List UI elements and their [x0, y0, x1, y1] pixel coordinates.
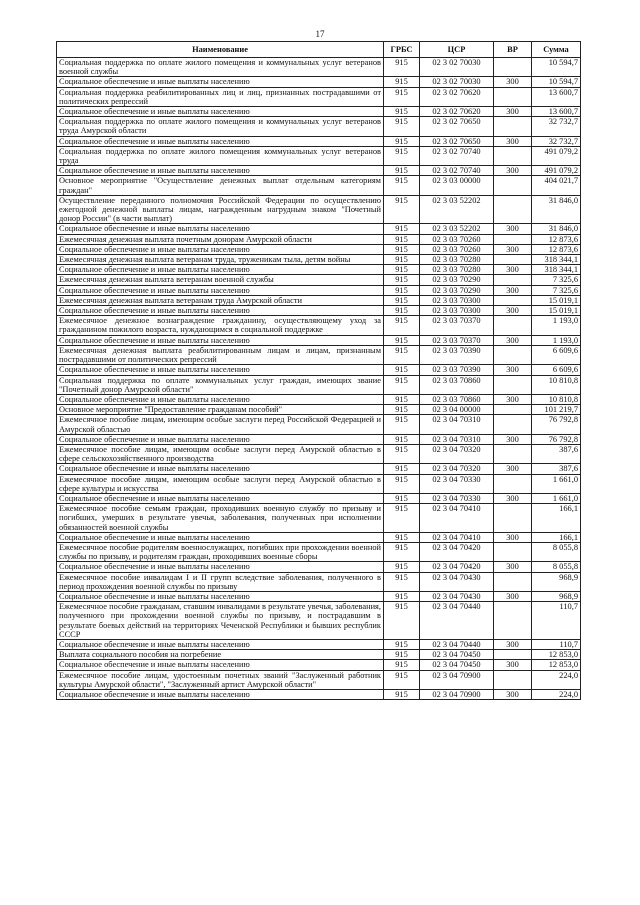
- cell-name: Социальное обеспечение и иные выплаты населению: [57, 265, 384, 275]
- cell-grbs: 915: [384, 176, 420, 195]
- cell-vr: [494, 542, 532, 561]
- cell-name: Ежемесячное пособие родителям военнослужащих, погибших при прохождении военной службы по призыву, и родителям граждан, проходивших военные сборы: [57, 542, 384, 561]
- cell-vr: [494, 146, 532, 165]
- cell-name: Социальная поддержка по оплате жилого помещения и коммунальных услуг ветеранов военной службы: [57, 58, 384, 77]
- cell-grbs: 915: [384, 444, 420, 463]
- cell-name: Ежемесячная денежная выплата ветеранам труда Амурской области: [57, 295, 384, 305]
- table-row: [57, 532, 581, 542]
- cell-sum: 224,0: [532, 670, 581, 689]
- cell-name: Выплата социального пособия на погребение: [57, 650, 384, 660]
- cell-name: Основное мероприятие "Предоставление гражданам пособий": [57, 405, 384, 415]
- table-row: [57, 117, 581, 136]
- cell-grbs: 915: [384, 602, 420, 640]
- cell-name: Социальное обеспечение и иные выплаты населению: [57, 224, 384, 234]
- cell-name: Ежемесячное пособие лицам, имеющим особые заслуги перед Амурской областью в сфере культуры и искусства: [57, 474, 384, 493]
- cell-sum: 224,0: [532, 690, 581, 700]
- cell-name: Ежемесячная денежная выплата ветеранам труда, труженикам тыла, детям войны: [57, 255, 384, 265]
- cell-csr: 02 3 03 52202: [420, 195, 494, 224]
- cell-name: Социальное обеспечение и иные выплаты населению: [57, 464, 384, 474]
- cell-grbs: 915: [384, 591, 420, 601]
- cell-sum: 76 792,8: [532, 415, 581, 434]
- cell-sum: 15 019,1: [532, 306, 581, 316]
- cell-csr: 02 3 03 70280: [420, 265, 494, 275]
- cell-grbs: 915: [384, 244, 420, 254]
- table-row: [57, 316, 581, 335]
- cell-name: Социальная поддержка реабилитированных лиц и лиц, признанных пострадавшими от политических репрессий: [57, 87, 384, 106]
- cell-csr: 02 3 02 70740: [420, 166, 494, 176]
- cell-vr: 300: [494, 285, 532, 295]
- cell-csr: 02 3 04 70900: [420, 670, 494, 689]
- cell-grbs: 915: [384, 316, 420, 335]
- table-row: [57, 58, 581, 77]
- cell-csr: 02 3 04 70330: [420, 474, 494, 493]
- cell-sum: 387,6: [532, 464, 581, 474]
- cell-grbs: 915: [384, 285, 420, 295]
- table-row: [57, 306, 581, 316]
- cell-name: Социальное обеспечение и иные выплаты населению: [57, 532, 384, 542]
- cell-grbs: 915: [384, 295, 420, 305]
- table-row: [57, 670, 581, 689]
- cell-sum: 968,9: [532, 591, 581, 601]
- cell-vr: 300: [494, 244, 532, 254]
- budget-table: [56, 41, 581, 700]
- cell-vr: 300: [494, 464, 532, 474]
- cell-sum: 1 661,0: [532, 493, 581, 503]
- cell-csr: 02 3 04 70420: [420, 562, 494, 572]
- cell-grbs: 915: [384, 58, 420, 77]
- cell-name: Социальная поддержка по оплате жилого помещения коммунальных услуг ветеранов труда: [57, 146, 384, 165]
- cell-grbs: 915: [384, 493, 420, 503]
- cell-name: Социальное обеспечение и иные выплаты населению: [57, 394, 384, 404]
- cell-name: Ежемесячное пособие лицам, удостоенным почетных званий "Заслуженный работник культуры Амурской области", "Заслуженный артист Амурской области": [57, 670, 384, 689]
- table-row: [57, 224, 581, 234]
- cell-sum: 12 853,0: [532, 650, 581, 660]
- cell-sum: 13 600,7: [532, 107, 581, 117]
- cell-vr: 300: [494, 690, 532, 700]
- cell-sum: 8 055,8: [532, 542, 581, 561]
- cell-csr: 02 3 02 70620: [420, 87, 494, 106]
- cell-name: Ежемесячное пособие гражданам, ставшим инвалидами в результате увечья, заболевания, полученного при прохождении военной службы по призыву, и пострадавшим в результате боевых действий на территориях Чеченской Республики и бывших республик СССР: [57, 602, 384, 640]
- cell-grbs: 915: [384, 415, 420, 434]
- header-csr: ЦСР: [420, 42, 494, 58]
- table-header-row: [57, 42, 581, 58]
- cell-grbs: 915: [384, 464, 420, 474]
- cell-grbs: 915: [384, 365, 420, 375]
- cell-vr: [494, 255, 532, 265]
- table-row: [57, 562, 581, 572]
- cell-vr: 300: [494, 265, 532, 275]
- cell-grbs: 915: [384, 234, 420, 244]
- cell-grbs: 915: [384, 166, 420, 176]
- table-row: [57, 639, 581, 649]
- cell-grbs: 915: [384, 345, 420, 364]
- table-row: [57, 146, 581, 165]
- cell-vr: [494, 117, 532, 136]
- cell-sum: 76 792,8: [532, 434, 581, 444]
- cell-vr: [494, 176, 532, 195]
- cell-csr: 02 3 02 70030: [420, 77, 494, 87]
- cell-name: Социальное обеспечение и иные выплаты населению: [57, 77, 384, 87]
- cell-csr: 02 3 03 70390: [420, 345, 494, 364]
- cell-grbs: 915: [384, 275, 420, 285]
- cell-name: Социальное обеспечение и иные выплаты населению: [57, 166, 384, 176]
- table-row: [57, 474, 581, 493]
- table-row: [57, 464, 581, 474]
- cell-vr: [494, 444, 532, 463]
- table-row: [57, 415, 581, 434]
- cell-sum: 1 661,0: [532, 474, 581, 493]
- table-row: [57, 394, 581, 404]
- cell-csr: 02 3 03 70260: [420, 244, 494, 254]
- cell-sum: 7 325,6: [532, 285, 581, 295]
- cell-vr: 300: [494, 107, 532, 117]
- cell-vr: 300: [494, 591, 532, 601]
- cell-csr: 02 3 03 70860: [420, 375, 494, 394]
- cell-csr: 02 3 02 70650: [420, 117, 494, 136]
- cell-sum: 15 019,1: [532, 295, 581, 305]
- cell-sum: 387,6: [532, 444, 581, 463]
- cell-sum: 7 325,6: [532, 275, 581, 285]
- table-row: [57, 195, 581, 224]
- cell-csr: 02 3 04 70410: [420, 504, 494, 533]
- table-row: [57, 107, 581, 117]
- table-row: [57, 650, 581, 660]
- cell-name: Социальное обеспечение и иные выплаты населению: [57, 690, 384, 700]
- header-sum: Сумма: [532, 42, 581, 58]
- page-number: 17: [315, 29, 325, 39]
- cell-name: Ежемесячное денежное вознаграждение гражданину, осуществляющему уход за гражданином пожилого возраста, нуждающимся в социальной поддержке: [57, 316, 384, 335]
- cell-vr: [494, 234, 532, 244]
- cell-grbs: 915: [384, 639, 420, 649]
- cell-csr: 02 3 04 70430: [420, 572, 494, 591]
- table-row: [57, 275, 581, 285]
- cell-csr: 02 3 03 70370: [420, 335, 494, 345]
- cell-sum: 1 193,0: [532, 335, 581, 345]
- cell-sum: 32 732,7: [532, 117, 581, 136]
- cell-grbs: 915: [384, 306, 420, 316]
- cell-sum: 12 853,0: [532, 660, 581, 670]
- cell-sum: 10 810,8: [532, 375, 581, 394]
- cell-grbs: 915: [384, 117, 420, 136]
- table-row: [57, 255, 581, 265]
- cell-vr: [494, 504, 532, 533]
- cell-vr: 300: [494, 335, 532, 345]
- cell-name: Социальная поддержка по оплате коммунальных услуг граждан, имеющих звание "Почетный донор Амурской области": [57, 375, 384, 394]
- cell-sum: 101 219,7: [532, 405, 581, 415]
- cell-sum: 110,7: [532, 602, 581, 640]
- cell-grbs: 915: [384, 335, 420, 345]
- cell-grbs: 915: [384, 670, 420, 689]
- cell-sum: 6 609,6: [532, 345, 581, 364]
- cell-sum: 12 873,6: [532, 234, 581, 244]
- cell-sum: 318 344,1: [532, 265, 581, 275]
- cell-csr: 02 3 03 70260: [420, 234, 494, 244]
- header-grbs: ГРБС: [384, 42, 420, 58]
- cell-sum: 491 079,2: [532, 146, 581, 165]
- cell-grbs: 915: [384, 474, 420, 493]
- table-row: [57, 542, 581, 561]
- cell-vr: 300: [494, 166, 532, 176]
- cell-grbs: 915: [384, 195, 420, 224]
- cell-grbs: 915: [384, 562, 420, 572]
- table-row: [57, 493, 581, 503]
- cell-sum: 166,1: [532, 504, 581, 533]
- cell-csr: 02 3 04 70320: [420, 464, 494, 474]
- cell-sum: 968,9: [532, 572, 581, 591]
- cell-name: Социальное обеспечение и иные выплаты населению: [57, 639, 384, 649]
- cell-name: Социальное обеспечение и иные выплаты населению: [57, 660, 384, 670]
- cell-name: Социальная поддержка по оплате жилого помещения и коммунальных услуг ветеранов труда Амурской области: [57, 117, 384, 136]
- cell-sum: 32 732,7: [532, 136, 581, 146]
- cell-grbs: 915: [384, 146, 420, 165]
- cell-csr: 02 3 04 70430: [420, 591, 494, 601]
- cell-name: Основное мероприятие "Осуществление денежных выплат отдельным категориям граждан": [57, 176, 384, 195]
- cell-csr: 02 3 04 70440: [420, 602, 494, 640]
- table-row: [57, 345, 581, 364]
- cell-csr: 02 3 02 70650: [420, 136, 494, 146]
- cell-grbs: 915: [384, 504, 420, 533]
- cell-csr: 02 3 03 70390: [420, 365, 494, 375]
- cell-csr: 02 3 04 70310: [420, 415, 494, 434]
- cell-sum: 166,1: [532, 532, 581, 542]
- cell-grbs: 915: [384, 690, 420, 700]
- table-row: [57, 434, 581, 444]
- cell-vr: 300: [494, 532, 532, 542]
- table-row: [57, 572, 581, 591]
- table-row: [57, 602, 581, 640]
- cell-csr: 02 3 04 70310: [420, 434, 494, 444]
- cell-vr: [494, 195, 532, 224]
- cell-grbs: 915: [384, 660, 420, 670]
- cell-csr: 02 3 02 70620: [420, 107, 494, 117]
- table-row: [57, 265, 581, 275]
- cell-sum: 10 594,7: [532, 77, 581, 87]
- cell-csr: 02 3 03 70290: [420, 285, 494, 295]
- cell-grbs: 915: [384, 650, 420, 660]
- cell-sum: 404 021,7: [532, 176, 581, 195]
- cell-vr: [494, 670, 532, 689]
- cell-name: Ежемесячная денежная выплата реабилитированным лицам и лицам, признанным пострадавшими от политических репрессий: [57, 345, 384, 364]
- table-row: [57, 234, 581, 244]
- cell-sum: 110,7: [532, 639, 581, 649]
- cell-csr: 02 3 04 70410: [420, 532, 494, 542]
- table-row: [57, 365, 581, 375]
- cell-vr: [494, 602, 532, 640]
- cell-vr: [494, 345, 532, 364]
- table-row: [57, 176, 581, 195]
- table-row: [57, 660, 581, 670]
- header-vr: ВР: [494, 42, 532, 58]
- cell-csr: 02 3 03 70300: [420, 295, 494, 305]
- cell-name: Социальное обеспечение и иные выплаты населению: [57, 434, 384, 444]
- cell-grbs: 915: [384, 136, 420, 146]
- table-body: [57, 58, 581, 700]
- table-row: [57, 405, 581, 415]
- table-row: [57, 335, 581, 345]
- cell-sum: 8 055,8: [532, 562, 581, 572]
- cell-name: Социальное обеспечение и иные выплаты населению: [57, 285, 384, 295]
- cell-vr: [494, 275, 532, 285]
- cell-grbs: 915: [384, 77, 420, 87]
- cell-name: Социальное обеспечение и иные выплаты населению: [57, 107, 384, 117]
- cell-name: Ежемесячное пособие семьям граждан, проходивших военную службу по призыву и погибших, умерших в результате увечья, заболевания, полученных при исполнении обязанностей военной службы: [57, 504, 384, 533]
- cell-csr: 02 3 02 70030: [420, 58, 494, 77]
- cell-name: Социальное обеспечение и иные выплаты населению: [57, 591, 384, 601]
- cell-sum: 1 193,0: [532, 316, 581, 335]
- cell-csr: 02 3 03 70290: [420, 275, 494, 285]
- cell-sum: 13 600,7: [532, 87, 581, 106]
- table-row: [57, 87, 581, 106]
- cell-vr: 300: [494, 136, 532, 146]
- cell-vr: 300: [494, 77, 532, 87]
- cell-name: Ежемесячная денежная выплата почетным донорам Амурской области: [57, 234, 384, 244]
- cell-vr: 300: [494, 639, 532, 649]
- cell-grbs: 915: [384, 255, 420, 265]
- cell-vr: [494, 415, 532, 434]
- table-row: [57, 166, 581, 176]
- table-row: [57, 591, 581, 601]
- table-row: [57, 690, 581, 700]
- cell-csr: 02 3 03 70370: [420, 316, 494, 335]
- cell-vr: [494, 87, 532, 106]
- cell-grbs: 915: [384, 224, 420, 234]
- cell-sum: 12 873,6: [532, 244, 581, 254]
- cell-csr: 02 3 04 70420: [420, 542, 494, 561]
- cell-name: Осуществление переданного полномочия Российской Федерации по осуществлению ежегодной денежной выплаты лицам, награжденным нагрудным знаком "Почетный донор России" (в части выплат): [57, 195, 384, 224]
- cell-grbs: 915: [384, 87, 420, 106]
- cell-vr: 300: [494, 365, 532, 375]
- cell-name: Социальное обеспечение и иные выплаты населению: [57, 244, 384, 254]
- cell-name: Социальное обеспечение и иные выплаты населению: [57, 365, 384, 375]
- cell-vr: [494, 295, 532, 305]
- cell-grbs: 915: [384, 434, 420, 444]
- cell-sum: 491 079,2: [532, 166, 581, 176]
- cell-csr: 02 3 04 70450: [420, 660, 494, 670]
- cell-vr: 300: [494, 394, 532, 404]
- cell-name: Социальное обеспечение и иные выплаты населению: [57, 136, 384, 146]
- cell-csr: 02 3 03 00000: [420, 176, 494, 195]
- cell-csr: 02 3 04 70330: [420, 493, 494, 503]
- cell-grbs: 915: [384, 375, 420, 394]
- cell-csr: 02 3 03 70300: [420, 306, 494, 316]
- cell-grbs: 915: [384, 394, 420, 404]
- cell-vr: 300: [494, 434, 532, 444]
- cell-grbs: 915: [384, 572, 420, 591]
- cell-csr: 02 3 04 70440: [420, 639, 494, 649]
- cell-name: Ежемесячное пособие инвалидам I и II групп вследствие заболевания, полученного в период прохождения военной службы по призыву: [57, 572, 384, 591]
- cell-vr: 300: [494, 660, 532, 670]
- cell-vr: 300: [494, 306, 532, 316]
- cell-vr: [494, 375, 532, 394]
- cell-csr: 02 3 02 70740: [420, 146, 494, 165]
- cell-vr: [494, 316, 532, 335]
- cell-csr: 02 3 04 70900: [420, 690, 494, 700]
- cell-vr: [494, 572, 532, 591]
- table-row: [57, 77, 581, 87]
- cell-sum: 31 846,0: [532, 224, 581, 234]
- cell-csr: 02 3 04 00000: [420, 405, 494, 415]
- header-name: Наименование: [57, 42, 384, 58]
- cell-vr: 300: [494, 562, 532, 572]
- cell-grbs: 915: [384, 542, 420, 561]
- table-row: [57, 136, 581, 146]
- table-row: [57, 504, 581, 533]
- cell-name: Социальное обеспечение и иные выплаты населению: [57, 335, 384, 345]
- cell-csr: 02 3 04 70320: [420, 444, 494, 463]
- cell-grbs: 915: [384, 265, 420, 275]
- cell-name: Ежемесячное пособие лицам, имеющим особые заслуги перед Российской Федерацией и Амурской областью: [57, 415, 384, 434]
- cell-grbs: 915: [384, 107, 420, 117]
- cell-sum: 10 810,8: [532, 394, 581, 404]
- cell-grbs: 915: [384, 532, 420, 542]
- cell-vr: [494, 405, 532, 415]
- table-row: [57, 244, 581, 254]
- cell-csr: 02 3 03 70860: [420, 394, 494, 404]
- cell-sum: 318 344,1: [532, 255, 581, 265]
- cell-csr: 02 3 03 70280: [420, 255, 494, 265]
- cell-grbs: 915: [384, 405, 420, 415]
- cell-name: Ежемесячная денежная выплата ветеранам военной службы: [57, 275, 384, 285]
- cell-sum: 31 846,0: [532, 195, 581, 224]
- cell-name: Социальное обеспечение и иные выплаты населению: [57, 306, 384, 316]
- cell-vr: 300: [494, 224, 532, 234]
- cell-csr: 02 3 04 70450: [420, 650, 494, 660]
- cell-sum: 6 609,6: [532, 365, 581, 375]
- cell-vr: [494, 474, 532, 493]
- cell-sum: 10 594,7: [532, 58, 581, 77]
- cell-csr: 02 3 03 52202: [420, 224, 494, 234]
- cell-name: Социальное обеспечение и иные выплаты населению: [57, 493, 384, 503]
- table-row: [57, 375, 581, 394]
- table-row: [57, 444, 581, 463]
- table-row: [57, 285, 581, 295]
- cell-name: Социальное обеспечение и иные выплаты населению: [57, 562, 384, 572]
- cell-name: Ежемесячное пособие лицам, имеющим особые заслуги перед Амурской областью в сфере сельскохозяйственного производства: [57, 444, 384, 463]
- table-row: [57, 295, 581, 305]
- cell-vr: [494, 58, 532, 77]
- cell-vr: [494, 650, 532, 660]
- cell-vr: 300: [494, 493, 532, 503]
